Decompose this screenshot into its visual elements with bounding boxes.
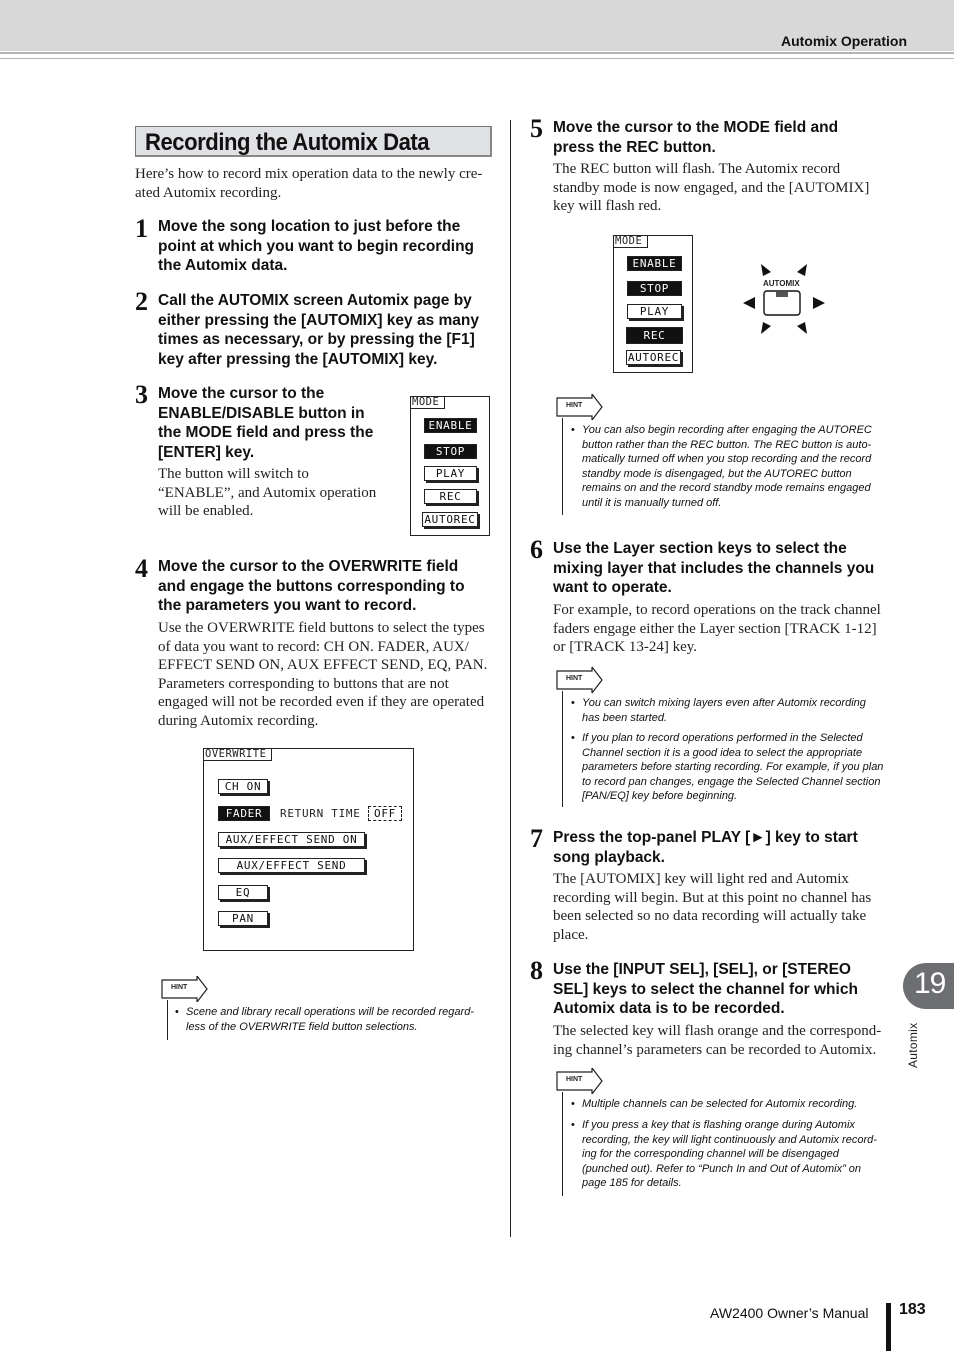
hint-item: • You can also begin recording after engaging the AUTOREC button rather than the REC button. The REC button is auto- matically turned off when you stop recording and the record standby mode is disengaged, but the AUTOREC button remains on and the record standby mode remains engaged until it is manually turned off. [571, 424, 872, 509]
hint-box [556, 394, 896, 516]
hint-item: • If you plan to record operations performed in the Selected Channel section it is a good idea to select the appropriate parameters before starting recording. For example, if you plan to record pan changes, engage the Selected Channel section [PAN/EQ] key before beginning. [571, 732, 884, 803]
text-line: or [TRACK 13-24] key. [553, 639, 698, 656]
hint-item: • You can switch mixing layers even after Automix recording has been started. [571, 697, 866, 724]
text-line: parameters before starting recording. For example, if you plan [582, 761, 884, 774]
text-line: The button will switch to [158, 466, 309, 482]
step-number: 8 [530, 956, 543, 985]
rec-button[interactable]: REC [424, 489, 477, 504]
section-title: Recording the Automix Data [145, 129, 430, 156]
text-line: and engage the buttons corresponding to [158, 577, 465, 595]
step-heading [553, 828, 858, 867]
autorec-button[interactable]: AUTOREC [627, 351, 680, 364]
stop-button[interactable]: STOP [424, 444, 477, 459]
step-body [553, 160, 869, 216]
text-line: has been started. [582, 711, 668, 724]
column-divider [510, 120, 511, 1237]
hint-item: • Scene and library recall operations will be recorded regard- less of the OVERWRITE field button selections. [175, 1006, 474, 1033]
stop-button[interactable]: STOP [627, 281, 682, 296]
text-line: Call the AUTOMIX screen Automix page by [158, 292, 472, 309]
text-line: press the REC button. [553, 138, 716, 156]
text-line: page 185 for details. [582, 1177, 682, 1190]
text-line: want to operate. [553, 579, 672, 596]
automix-key-flashing-icon [739, 258, 829, 340]
text-line: song playback. [553, 848, 665, 866]
text-line: EFFECT SEND ON, AUX EFFECT SEND, EQ, PAN. [158, 657, 488, 674]
text-line: Use the [INPUT SEL], [SEL], or [STEREO [553, 961, 851, 978]
text-line: will be enabled. [158, 503, 254, 520]
hint-rule [167, 1000, 168, 1040]
text-line: The REC button will flash. The Automix record [553, 161, 841, 177]
mode-panel-rec [613, 235, 693, 373]
header-rule-thin [0, 58, 954, 59]
enable-button[interactable]: ENABLE [424, 418, 477, 433]
text-line: of data you want to record: CH ON. FADER, AUX/ [158, 638, 469, 655]
fader-button[interactable]: FADER [218, 806, 270, 821]
text-line: The [AUTOMIX] key will light red and Automix [553, 871, 849, 887]
text-line: mixing layer that includes the channels you [553, 559, 875, 577]
enable-button[interactable]: ENABLE [627, 256, 682, 271]
text-line: You can switch mixing layers even after Automix recording [582, 697, 866, 709]
return-time-label: RETURN TIME [280, 807, 361, 820]
footer-manual-title: AW2400 Owner’s Manual [710, 1305, 869, 1321]
text-line: times as necessary, or by pressing the [F1] [158, 331, 475, 348]
step-number: 2 [135, 287, 148, 316]
chapter-number: 19 [914, 967, 946, 1000]
text-line: ENABLE/DISABLE button in [158, 404, 365, 422]
mode-panel [410, 396, 490, 536]
text-line: [PAN/EQ] key before beginning. [582, 790, 738, 803]
hint-label: HINT [566, 402, 583, 409]
step-heading [553, 960, 858, 1019]
text-line: recording, the key will light continuously and Automix record- [582, 1133, 877, 1146]
text-line: If you press a key that is flashing orange during Automix [582, 1119, 855, 1131]
panel-tab: MODE [614, 236, 648, 248]
section-title-box [135, 126, 492, 157]
intro-paragraph [135, 165, 482, 202]
step-heading [553, 118, 838, 157]
aux-effect-send-button[interactable]: AUX/EFFECT SEND [218, 858, 365, 873]
text-line: “ENABLE”, and Automix operation [158, 484, 377, 501]
text-line: Move the cursor to the OVERWRITE field [158, 558, 459, 575]
text-line: [ENTER] key. [158, 443, 255, 461]
step-number: 1 [135, 214, 148, 243]
hint-label: HINT [171, 984, 188, 991]
text-line: remains on and the record standby mode remains engaged [582, 482, 871, 495]
text-line: faders engage either the Layer section [TRACK 1-12] [553, 620, 877, 637]
step-number: 7 [530, 824, 543, 853]
step-body [158, 619, 487, 731]
text-line: standby mode is now engaged, and the [AUTOMIX] [553, 179, 870, 196]
step-heading [553, 539, 874, 598]
text-line: standby mode is disengaged, but the AUTOREC button [582, 467, 852, 480]
text-line: been selected so no data recording will actually take [553, 908, 867, 925]
text-line: until it is manually turned off. [582, 496, 722, 509]
panel-tab: MODE [411, 397, 445, 409]
step-number: 3 [135, 380, 148, 409]
text-line: ated Automix recording. [135, 184, 282, 201]
footer-bar [886, 1303, 891, 1351]
aux-effect-send-on-button[interactable]: AUX/EFFECT SEND ON [218, 832, 365, 847]
return-time-off-button[interactable]: OFF [368, 806, 402, 821]
hint-box [556, 667, 896, 809]
hint-box [556, 1068, 896, 1198]
text-line: Press the top-panel PLAY [►] key to start [553, 829, 858, 846]
step-heading [158, 384, 373, 462]
text-line: point at which you want to begin recording [158, 237, 475, 255]
text-line: to record pan changes, engage the Selected Channel section [582, 775, 881, 788]
step-number: 5 [530, 114, 543, 143]
text-line: key after pressing the [AUTOMIX] key. [158, 350, 438, 368]
step-heading [158, 291, 479, 369]
text-line: Channel section it is a good idea to select the appropriate [582, 746, 863, 759]
text-line: the MODE field and press the [158, 424, 374, 441]
hint-box [161, 976, 501, 1042]
text-line: button rather than the REC button. The REC button is auto- [582, 438, 872, 451]
hint-item: • If you press a key that is flashing orange during Automix recording, the key will light continuously and Automix record- ing for the corresponding channel will be disengaged (punched out). Refer to “Punch In and Out of Automix” on page 185 for details. [571, 1119, 877, 1190]
text-line: Use the OVERWRITE field buttons to select the types [158, 620, 485, 636]
text-line: For example, to record operations on the track channel [553, 602, 881, 618]
text-line: You can also begin recording after engaging the AUTOREC [582, 424, 872, 436]
text-line: recording will begin. But at this point no channel has [553, 889, 872, 906]
text-line: Use the Layer section keys to select the [553, 540, 847, 557]
chapter-tab [903, 963, 954, 1009]
running-header: Automix Operation [780, 33, 907, 49]
chapter-label: Automix [906, 1022, 920, 1068]
header-rule [0, 52, 954, 54]
hint-label: HINT [566, 1076, 583, 1083]
step-body [553, 1022, 881, 1059]
text-line: ing channel’s parameters can be recorded to Automix. [553, 1041, 877, 1058]
step-body [553, 870, 871, 944]
text-line: either pressing the [AUTOMIX] key as many [158, 311, 480, 329]
text-line: during Automix recording. [158, 712, 319, 729]
text-line: key will flash red. [553, 198, 662, 215]
step-heading [158, 557, 465, 616]
autorec-button[interactable]: AUTOREC [422, 512, 478, 527]
text-line: matically turned off when you stop recording and the record [582, 453, 872, 466]
text-line: If you plan to record operations performed in the Selected [582, 732, 863, 744]
text-line: The selected key will flash orange and the correspond- [553, 1023, 882, 1039]
text-line: Multiple channels can be selected for Automix recording. [582, 1098, 858, 1110]
automix-key-label: AUTOMIX [763, 279, 800, 288]
text-line: Automix data is to be recorded. [553, 1000, 785, 1017]
hint-label: HINT [566, 675, 583, 682]
play-button[interactable]: PLAY [627, 304, 682, 319]
step-heading [158, 217, 474, 276]
eq-button[interactable]: EQ [218, 885, 268, 900]
panel-tab: OVERWRITE [204, 749, 272, 761]
hint-rule [562, 1092, 563, 1196]
text-line: the Automix data. [158, 257, 288, 274]
text-line: Move the song location to just before the [158, 218, 461, 235]
step-number: 4 [135, 554, 148, 583]
text-line: less of the OVERWRITE field button selections. [186, 1020, 418, 1033]
step-body [158, 465, 376, 521]
text-line: Move the cursor to the [158, 385, 325, 402]
overwrite-panel [203, 748, 414, 951]
text-line: Parameters corresponding to buttons that are not [158, 675, 449, 692]
page-number: 183 [899, 1301, 926, 1318]
pan-button[interactable]: PAN [218, 911, 268, 926]
rec-button-flashing[interactable]: REC [626, 327, 683, 344]
hint-item: • Multiple channels can be selected for Automix recording. [571, 1098, 858, 1110]
text-line: ing for the corresponding channel will be disengaged [582, 1148, 839, 1161]
play-button[interactable]: PLAY [424, 466, 477, 481]
text-line: engaged will not be recorded even if they are operated [158, 694, 485, 711]
text-line: Move the cursor to the MODE field and [553, 119, 839, 136]
text-line: (punched out). Refer to “Punch In and Out of Automix” on [582, 1162, 862, 1175]
text-line: Scene and library recall operations will be recorded regard- [186, 1006, 474, 1018]
ch-on-button[interactable]: CH ON [218, 779, 268, 794]
text-line: Here’s how to record mix operation data to the newly cre- [135, 166, 483, 182]
step-number: 6 [530, 535, 543, 564]
text-line: place. [553, 926, 589, 943]
step-body [553, 601, 881, 657]
hint-rule [562, 418, 563, 515]
text-line: SEL] keys to select the channel for which [553, 980, 858, 998]
hint-rule [562, 691, 563, 807]
text-line: the parameters you want to record. [158, 597, 417, 614]
